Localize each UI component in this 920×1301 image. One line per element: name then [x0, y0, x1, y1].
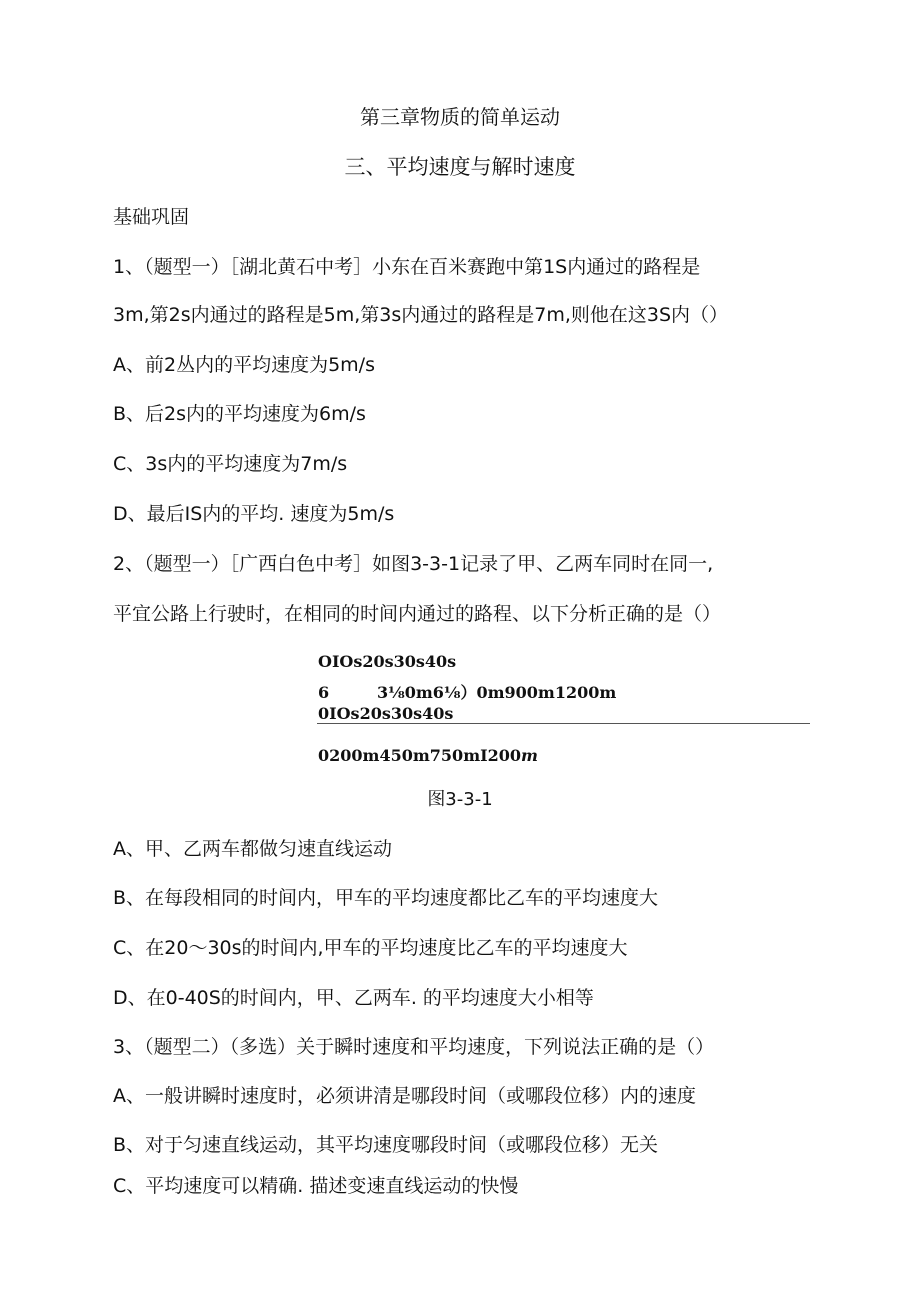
- q2-option-c: C、在20〜30s的时间内,甲车的平均速度比乙车的平均速度大: [113, 937, 628, 959]
- q1-stem-line-2: 3m,第2s内通过的路程是5m,第3s内通过的路程是7m,则他在这3S内（）: [113, 304, 729, 326]
- q3-option-c: C、平均速度可以精确. 描述变速直线运动的快慢: [113, 1175, 519, 1197]
- figure-distance-row-2: [318, 746, 538, 766]
- q1-stem-line-1: 1、（题型一）［湖北黄石中考］小东在百米赛跑中第1S内通过的路程是: [113, 256, 701, 278]
- section-title: 三、平均速度与解时速度: [344, 155, 576, 179]
- figure-distance-row-2-unit: m: [521, 746, 538, 765]
- q3-option-b: B、对于匀速直线运动，其平均速度哪段时间（或哪段位移）无关: [113, 1134, 659, 1156]
- chapter-title: 第三章物质的简单运动: [360, 105, 560, 129]
- q1-option-a: A、前2丛内的平均速度为5m/s: [113, 354, 375, 376]
- q2-option-a: A、甲、乙两车都做匀速直线运动: [113, 838, 392, 860]
- q2-stem-line-1: 2、（题型一）［广西白色中考］如图3-3-1记录了甲、乙两车同时在同一,: [113, 553, 714, 575]
- figure-time-row-2: 0IOs20s30s40s: [318, 704, 454, 723]
- figure-distance-row-1-prefix: 6: [318, 683, 330, 702]
- q3-stem-line-1: 3、（题型二）（多选）关于瞬时速度和平均速度，下列说法正确的是（）: [113, 1036, 715, 1058]
- q2-option-b: B、在每段相同的时间内，甲车的平均速度都比乙车的平均速度大: [113, 887, 659, 909]
- figure-distance-row-1: 3⅛0m6⅛）0m900m1200m: [377, 683, 617, 702]
- q1-option-d: D、最后IS内的平均. 速度为5m/s: [113, 503, 395, 525]
- figure-caption: 图3-3-1: [427, 789, 493, 810]
- figure-distance-row-2-values: 0200m450m750mI200: [318, 746, 521, 765]
- figure-time-row-1: OIOs20s30s40s: [318, 652, 457, 671]
- q1-option-c: C、3s内的平均速度为7m/s: [113, 453, 348, 475]
- category-label: 基础巩固: [113, 206, 190, 228]
- q2-option-d: D、在0-40S的时间内，甲、乙两车. 的平均速度大小相等: [113, 987, 594, 1009]
- figure-road-line: [317, 723, 810, 724]
- q3-option-a: A、一般讲瞬时速度时，必须讲清是哪段时间（或哪段位移）内的速度: [113, 1085, 696, 1107]
- q2-stem-line-2: 平宜公路上行驶时，在相同的时间内通过的路程、以下分析正确的是（）: [113, 603, 722, 625]
- q1-option-b: B、后2s内的平均速度为6m/s: [113, 403, 366, 425]
